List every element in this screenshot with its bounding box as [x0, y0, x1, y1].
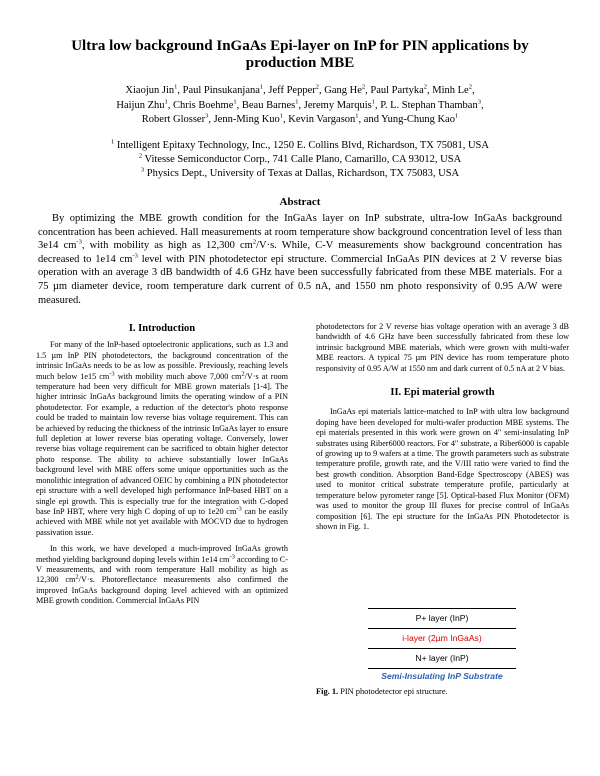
substrate-label: Semi-Insulating InP Substrate [381, 671, 503, 681]
paragraph: In this work, we have developed a much-improved InGaAs growth method yielding background doping levels within 1e14 $cm^{-3}$ according to C-V measurements, and with room temperature Hall mobility as high as 12,300 $cm^2/V\cdot s$. Photoreflectance measurements also confirmed the improved InGaAs background doping level achieved with an optimized MBE growth condition. Commercial InGaAs PIN [36, 544, 288, 606]
affiliation-line: $^3$ Physics Dept., University of Texas at Dallas, Richardson, TX 75083, USA [140, 166, 460, 179]
paragraph: photodetectors for 2 V reverse bias voltage operation with an average 3 dB bandwidth of 4.6 GHz have been successfully fabricated from these low intrinsic background MBE materials, which were grown with multi-wafer MBE reactors. A typical 75 µm PIN device has room temperature photo responsivity of 0.95 A/W at 1550 nm and dark current of 0.5 nA at 2 V bias. [316, 322, 569, 373]
author-line: Xiaojun Jin$^1$, Paul Pinsukanjana$^1$, Jeff Pepper$^2$, Gang He$^2$, Paul Partyka$^2$, Minh Le$^2$, [125, 83, 475, 96]
paper-title: Ultra low background InGaAs Epi-layer on InP for PIN applications by production MBE [71, 38, 529, 71]
affiliation-list [40, 139, 560, 180]
affiliation-line: $^1$ Intelligent Epitaxy Technology, Inc., 1250 E. Collins Blvd, Richardson, TX 75081, USA [111, 138, 489, 151]
layer-intrinsic: i-layer (2µm InGaAs) [368, 628, 516, 648]
caption-label: Fig. 1. [316, 687, 339, 696]
author-line: Haijun Zhu$^1$, Chris Boehme$^1$, Beau Barnes$^1$, Jeremy Marquis$^1$, P. L. Stephan Thamban$^3$, [116, 98, 484, 111]
section-heading-epi-growth: II. Epi material growth [390, 387, 495, 399]
section-heading-introduction: I. Introduction [128, 323, 196, 334]
abstract-heading: Abstract [279, 196, 321, 208]
epi-structure-figure [368, 608, 516, 681]
affiliation-line: $^2$ Vitesse Semiconductor Corp., 741 Calle Plano, Camarillo, CA 93012, USA [138, 152, 462, 165]
paragraph: For many of the InP-based optoelectronic applications, such as 1.3 and 1.5 µm InP PIN photodetectors, the background concentration of the intrinsic InGaAs needs to be as low as possible. Previously, reaching levels much below 1e15 $cm^{-3}$ with mobility much above 7,000 $cm^2/V\cdot s$ at room temperature had been very difficult for MBE grown materials [1-4]. The higher intrinsic InGaAs background limits the operating window of a PIN photodetector. For example, a reduction of the detector's photo response could be traded to maintain low reverse bias voltage requirement. This can be achieved by reducing the thickness of the intrinsic InGaAs layer to ensure full depletion at lower reverse bias operating voltage. Conversely, lower reverse bias voltage requirement can be sacrificed to obtain higher detector photo response. The ability to achieve substantially lower InGaAs background level with MBE offers some unique opportunities such as the monolithic integration of advanced OEIC by combining a PIN photodetector epi structure with a well developed high performance InP-based HBT on a single epi growth. This is especially true for the integration with C-doped base InP HBT, where very high C doping of up to 1e20 $cm^{-3}$ can be easily achieved with MBE while not yet available with MOCVD due to hydrogen passivation issue. [36, 340, 289, 537]
left-column [36, 324, 288, 607]
author-line: Robert Glosser$^3$, Jenn-Ming Kuo$^1$, Kevin Vargason$^1$, and Yung-Chung Kao$^1$ [141, 112, 459, 125]
caption-text: PIN photodetector epi structure. [340, 687, 448, 696]
author-list [40, 84, 560, 128]
layer-p-plus: P+ layer (InP) [368, 608, 516, 628]
right-column [316, 322, 569, 532]
layer-n-plus: N+ layer (InP) [368, 648, 516, 669]
paragraph: InGaAs epi materials lattice-matched to InP with ultra low background doping have been developed for multi-wafer production MBE systems. The epi materials presented in this work were grown on 4" semi-insulating InP substrates using Riber6000 reactors. For 4" substrate, a Riber6000 is capable of growing up to 9 wafers at a time. The growth parameters such as substrate temperature profile, growth rate, and the V/III ratio were varied to find the best growth condition. Absorption Band-Edge Spectroscopy (ABES) was used to monitor critical substrate temperature profile, particularly at temperature below pyrometer range [5]. Optical-based Flux Monitor (OFM) was used to monitor the group III fluxes for precise control of InGaAs composition [6]. The epi structure for the InGaAs PIN Photodetector is shown in Fig. 1. [316, 407, 569, 531]
abstract [38, 212, 562, 307]
figure-caption [316, 687, 448, 696]
abstract-text: By optimizing the MBE growth condition for the InGaAs layer on InP substrate, ultra-low InGaAs background concentration has been achieved. Hall measurements at room temperature show background concentration level of less than 3e14 $cm^{-3}$, with mobility as high as 12,300 $cm^2/V\cdot s$. While, C-V measurements show background concentration has decreased to 1e14 $cm^{-3}$ level with PIN photodetector epi structure. Commercial InGaAs PIN devices at 2 V reverse bias operation with an average 3 dB bandwidth of 4.6 GHz have been successfully fabricated from these MBE materials. For a 75 µm diameter device, room temperature dark current of 0.5 nA, and 1550 nm photo responsivity of 0.95 A/W were measured. [38, 213, 562, 306]
